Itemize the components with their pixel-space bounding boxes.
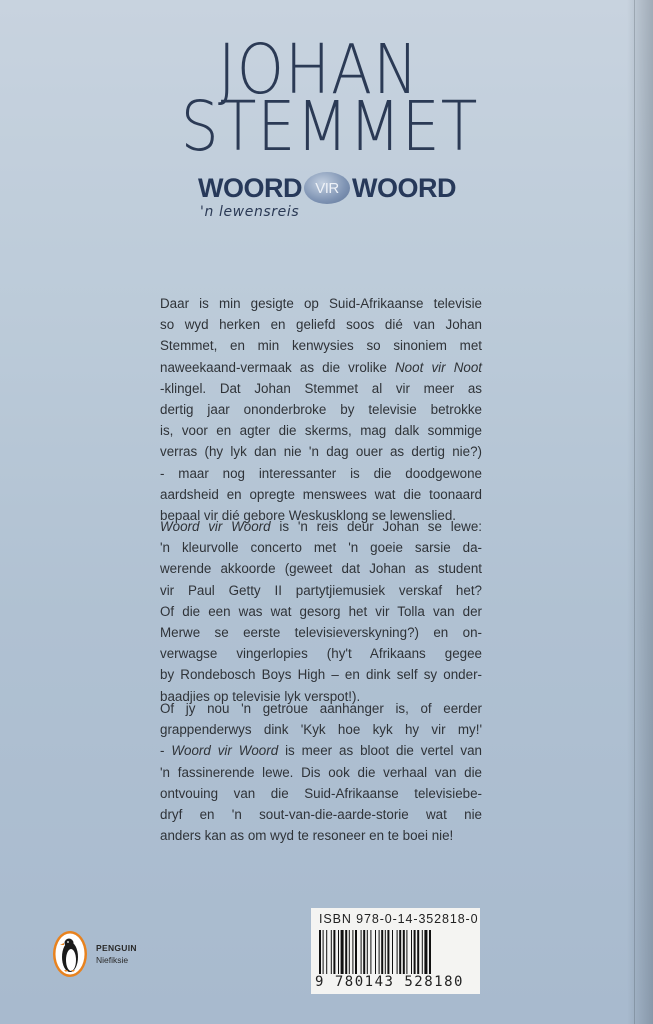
blurb-line bbox=[160, 357, 482, 378]
publisher-block bbox=[52, 930, 137, 978]
blurb-line: verwagse vingerlopies (hy't Afrikaans gegee bbox=[160, 646, 482, 662]
blurb-line bbox=[160, 516, 482, 537]
publisher-text bbox=[96, 942, 137, 966]
blurb-paragraph-2 bbox=[160, 516, 482, 707]
blurb-line: - maar nog interessanter is die doodgewone bbox=[160, 465, 482, 481]
blurb-line: Stemmet, en min kenwysies so sinoniem met bbox=[160, 338, 482, 354]
blurb-line: grappenderwys dink 'Kyk hoe kyk hy vir my!' bbox=[160, 722, 482, 738]
blurb-text: is meer as bloot die vertel van bbox=[278, 743, 483, 759]
blurb-text: is 'n reis deur Johan se lewe: bbox=[270, 519, 482, 534]
blurb-paragraph-3 bbox=[160, 698, 482, 846]
blurb-line: verras (hy lyk dan nie 'n dag ouer as dertig nie?) bbox=[160, 444, 482, 460]
blurb-line: Of jy nou 'n getroue aanhanger is, of eerder bbox=[160, 701, 482, 716]
blurb-line: baadjies op televisie lyk verspot!). bbox=[160, 688, 361, 704]
blurb-line: aardsheid en opregte menswees wat die toonaard bbox=[160, 486, 482, 502]
book-subtitle: 'n lewensreis bbox=[200, 204, 300, 220]
blurb-line: dryf en 'n sout-van-die-aarde-storie wat nie bbox=[160, 807, 482, 823]
blurb-line: -klingel. Dat Johan Stemmet al vir meer as bbox=[160, 380, 482, 396]
blurb-line: is, voor en agter die skerms, mag dalk sommige bbox=[160, 423, 482, 439]
blurb-line: 'n fassinerende lewe. Dis ook die verhaal van die bbox=[160, 764, 482, 780]
blurb-line: Merwe se eerste televisieverskyning?) en on- bbox=[160, 625, 482, 641]
blurb-text: - bbox=[160, 743, 172, 759]
blurb-line: so wyd herken en geliefd soos dié van Johan bbox=[160, 317, 482, 333]
barcode-panel bbox=[311, 908, 480, 994]
blurb-line: anders kan as om wyd te resoneer en te boei nie! bbox=[160, 828, 454, 844]
author-first-name: JOHAN bbox=[218, 29, 419, 111]
title-word-1: WOORD bbox=[198, 172, 302, 203]
blurb-line bbox=[160, 740, 482, 761]
blurb-line: Of die een was wat gesorg het vir Tolla van der bbox=[160, 603, 482, 619]
book-title-italic: Woord vir Woord bbox=[171, 743, 279, 759]
blurb-line: Daar is min gesigte op Suid-Afrikaanse televisie bbox=[160, 296, 482, 311]
book-title bbox=[198, 168, 456, 208]
blurb-text: naweekaand-vermaak as die vrolike bbox=[160, 359, 396, 375]
barcode-digits: 9 780143 528180 bbox=[315, 974, 464, 990]
book-title-italic: Woord vir Woord bbox=[160, 519, 271, 534]
barcode-icon bbox=[319, 930, 473, 974]
blurb-line: werende akkoorde (geweet dat Johan as student bbox=[160, 561, 482, 577]
isbn-label: ISBN 978-0-14-352818-0 bbox=[319, 912, 479, 926]
author-last-name: STEMMET bbox=[180, 86, 479, 168]
blurb-line: ontvouing van die Suid-Afrikaanse televisiebe- bbox=[160, 785, 482, 801]
blurb-line: 'n kleurvolle concerto met 'n goeie sarsie da- bbox=[160, 540, 482, 556]
show-title-italic: Noot vir Noot bbox=[395, 359, 482, 375]
penguin-logo-icon bbox=[52, 930, 88, 978]
blurb-line: by Rondebosch Boys High – en dink self sy onder- bbox=[160, 667, 482, 683]
publisher-name: PENGUIN bbox=[96, 943, 137, 953]
title-word-2: WOORD bbox=[351, 172, 456, 203]
blurb-line: vir Paul Getty II partytjiemusiek verskaf het? bbox=[160, 582, 482, 598]
blurb-line: dertig jaar ononderbroke by televisie betrokke bbox=[160, 402, 482, 418]
title-vir-badge: VIR bbox=[304, 172, 350, 204]
blurb-paragraph-1 bbox=[160, 293, 482, 526]
blurb-line: bepaal vir dié gebore Weskusklong se lewenslied. bbox=[160, 508, 457, 524]
publisher-imprint: Niefiksie bbox=[96, 955, 129, 965]
